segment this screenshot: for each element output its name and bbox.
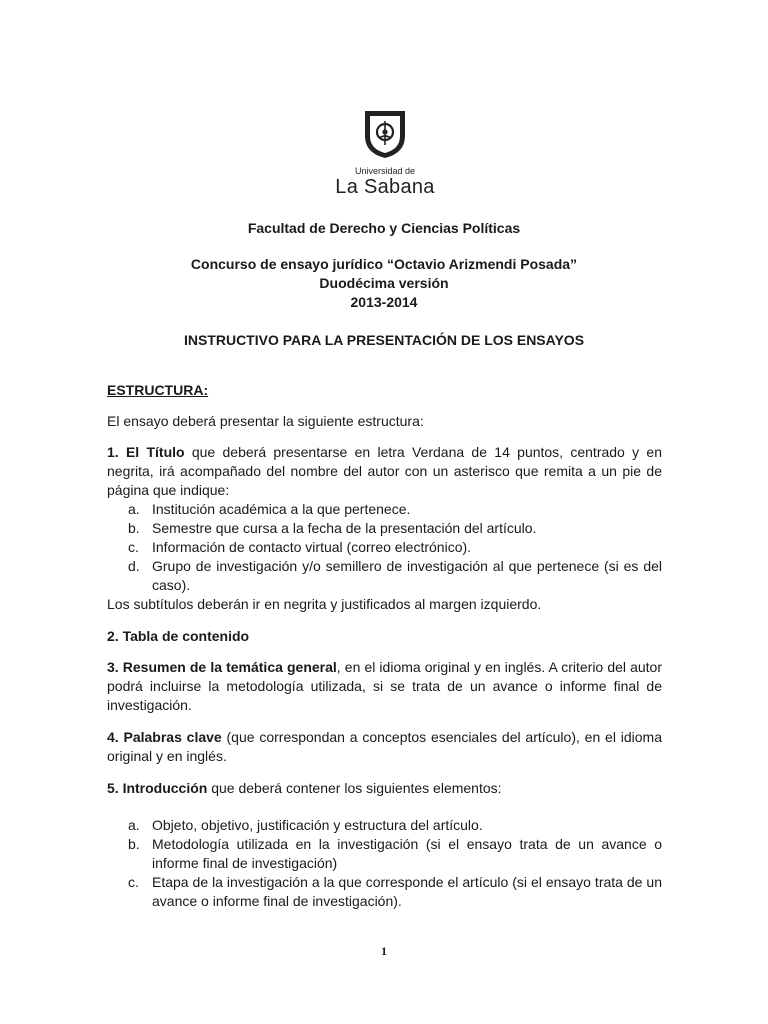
section-2-label: 2. Tabla de contenido <box>107 628 250 644</box>
list-text: Institución académica a la que pertenece. <box>152 501 411 517</box>
list-text: Semestre que cursa a la fecha de la presentación del artículo. <box>152 520 537 536</box>
list-marker: c. <box>128 539 139 555</box>
university-logo <box>330 108 440 198</box>
list-marker: c. <box>128 874 139 890</box>
edition: Duodécima versión <box>319 275 449 291</box>
section-5-text: que deberá contener los siguientes elementos: <box>207 780 502 796</box>
section-3-label: 3. Resumen de la temática general <box>107 659 337 675</box>
logo-subtitle: Universidad de <box>354 166 416 176</box>
subtitles-note: Los subtítulos deberán ir en negrita y justificados al margen izquierdo. <box>107 596 542 612</box>
section-1-text: que deberá presentarse en letra Verdana de 14 puntos, centrado y en negrita, irá acompañado del nombre del autor con un asterisco que remita a un pie de página que indique: <box>107 444 662 498</box>
section-3-paragraph <box>107 658 662 715</box>
list-item <box>128 538 662 557</box>
section-4-paragraph <box>107 728 662 766</box>
list-item <box>128 873 662 911</box>
list-marker: b. <box>128 836 140 852</box>
list-item <box>128 500 662 519</box>
section-3-text: , en el idioma original y en inglés. A criterio del autor podrá incluirse la metodología utilizada, si se trata de un avance o informe final de investigación. <box>107 659 662 713</box>
section-1-paragraph <box>107 443 662 500</box>
list-marker: a. <box>128 501 140 517</box>
section-5-paragraph <box>107 779 662 798</box>
list-item <box>128 835 662 873</box>
university-crest-icon <box>362 108 408 160</box>
section-1-label: 1. El Título <box>107 444 185 460</box>
document-title: INSTRUCTIVO PARA LA PRESENTACIÓN DE LOS ENSAYOS <box>183 332 585 348</box>
faculty-name: Facultad de Derecho y Ciencias Políticas <box>247 220 521 236</box>
structure-intro: El ensayo deberá presentar la siguiente estructura: <box>107 413 424 429</box>
section-4-label: 4. Palabras clave <box>107 729 222 745</box>
years: 2013-2014 <box>350 294 418 310</box>
list-item <box>128 816 662 835</box>
contest-name: Concurso de ensayo jurídico “Octavio Arizmendi Posada” <box>190 256 578 272</box>
list-marker: a. <box>128 817 140 833</box>
section-5-label: 5. Introducción <box>107 780 208 796</box>
list-marker: b. <box>128 520 140 536</box>
list-text: Información de contacto virtual (correo electrónico). <box>152 539 472 555</box>
list-text: Grupo de investigación y/o semillero de investigación al que pertenece (si es del caso). <box>152 558 662 593</box>
list-item <box>128 557 662 595</box>
structure-heading: ESTRUCTURA: <box>107 382 209 398</box>
list-item <box>128 519 662 538</box>
logo-name: La Sabana <box>335 176 435 198</box>
list-text: Metodología utilizada en la investigación (si el ensayo trata de un avance o informe final de investigación) <box>152 836 662 871</box>
list-marker: d. <box>128 558 140 574</box>
section-4-text: (que correspondan a conceptos esenciales del artículo), en el idioma original y en inglés. <box>107 729 662 764</box>
list-text: Objeto, objetivo, justificación y estructura del artículo. <box>152 817 483 833</box>
list-text: Etapa de la investigación a la que corresponde el artículo (si el ensayo trata de un avance o informe final de investigación). <box>152 874 662 909</box>
page-number: 1 <box>381 944 387 958</box>
